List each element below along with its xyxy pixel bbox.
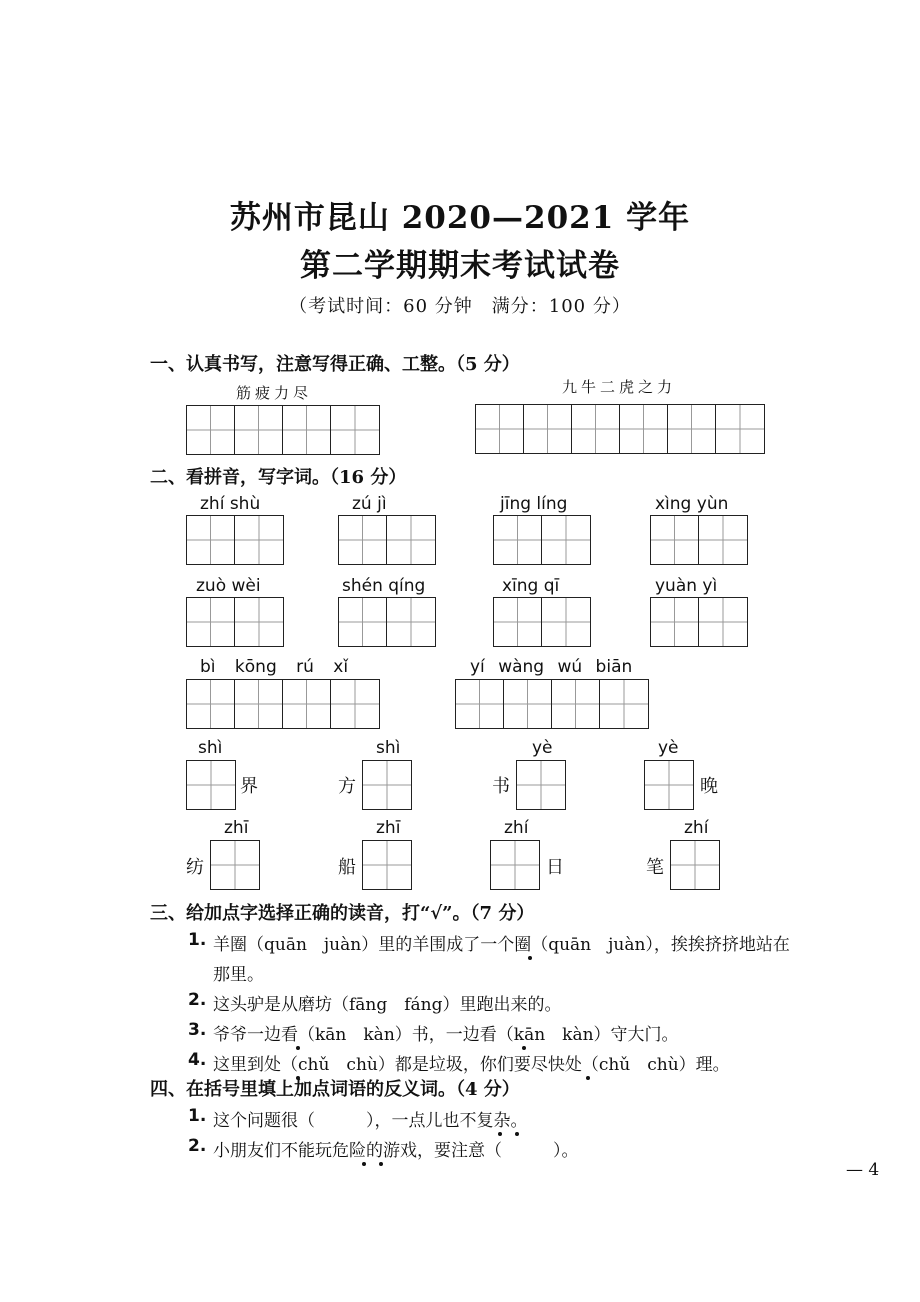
- given-char: 方: [338, 776, 356, 797]
- question-number: [188, 990, 206, 1010]
- question-number: [188, 1136, 206, 1156]
- exam-subtitle: （考试时间：60 分钟 满分：100 分）: [289, 296, 631, 317]
- answer-grid[interactable]: [362, 840, 412, 890]
- given-char: 书: [492, 776, 510, 797]
- given-char: 船: [338, 857, 356, 878]
- pinyin-label: zhī: [224, 818, 249, 838]
- emphasis-dot: [528, 956, 532, 960]
- question-number: [188, 1020, 206, 1040]
- pinyin-label: jīng líng: [500, 494, 568, 514]
- answer-grid[interactable]: [186, 760, 236, 810]
- given-char: 界: [240, 776, 258, 797]
- pinyin-label: zhí: [504, 818, 529, 838]
- pinyin-label: zhí shù: [200, 494, 261, 514]
- answer-grid[interactable]: [186, 597, 284, 647]
- question-text: 这头驴是从磨坊（fāng fáng）里跑出来的。: [213, 995, 562, 1015]
- answer-grid[interactable]: [493, 597, 591, 647]
- section1-heading: 一、认真书写，注意写得正确、工整。（5 分）: [150, 354, 520, 375]
- pinyin-label: yè: [532, 738, 553, 758]
- question-text: 爷爷一边看（kān kàn）书，一边看（kān kàn）守大门。: [213, 1025, 679, 1045]
- answer-grid[interactable]: [650, 515, 748, 565]
- emphasis-dot: [498, 1132, 502, 1136]
- pinyin-label: xìng yùn: [655, 494, 729, 514]
- given-char: 晚: [700, 776, 718, 797]
- q-num: 3.: [188, 1020, 207, 1040]
- answer-grid[interactable]: [186, 679, 380, 729]
- emphasis-dot: [379, 1162, 383, 1166]
- emphasis-dot: [586, 1076, 590, 1080]
- q-num: 1.: [188, 930, 207, 950]
- question-text: 那里。: [213, 965, 264, 985]
- answer-grid[interactable]: [186, 515, 284, 565]
- question-number: [188, 1106, 206, 1126]
- question-text: 这里到处（chǔ chù）都是垃圾，你们要尽快处（chǔ chù）理。: [213, 1055, 730, 1075]
- answer-grid[interactable]: [650, 597, 748, 647]
- pinyin-label: xīng qī: [502, 576, 560, 596]
- answer-grid[interactable]: [362, 760, 412, 810]
- pinyin-label: shì: [198, 738, 223, 758]
- q-num: 2.: [188, 1136, 207, 1156]
- emphasis-dot: [515, 1132, 519, 1136]
- pinyin-label: yuàn yì: [655, 576, 718, 596]
- pinyin-label: zú jì: [352, 494, 387, 514]
- section4-heading: 四、在括号里填上加点词语的反义词。（4 分）: [150, 1079, 520, 1100]
- given-char: 笔: [646, 857, 664, 878]
- answer-grid[interactable]: [455, 679, 649, 729]
- given-char: 纺: [186, 857, 204, 878]
- copy-grid-2[interactable]: [475, 404, 765, 454]
- page-number: — 4: [846, 1160, 880, 1180]
- given-char: 日: [546, 857, 564, 878]
- phrase-label-2: 九牛二虎之力: [562, 378, 677, 396]
- emphasis-dot: [296, 1046, 300, 1050]
- question-number: [188, 1050, 206, 1070]
- exam-title-line1: 苏州市昆山 2020—2021 学年: [229, 200, 691, 236]
- q-num: 2.: [188, 990, 207, 1010]
- question-text: 小朋友们不能玩危险的游戏，要注意（ ）。: [213, 1141, 579, 1161]
- exam-title-line2: 第二学期期末考试试卷: [300, 248, 620, 284]
- question-text: 这个问题很（ ），一点儿也不复杂。: [213, 1111, 528, 1131]
- answer-grid[interactable]: [490, 840, 540, 890]
- pinyin-label: yí wàng wú biān: [470, 657, 633, 677]
- q-num: 4.: [188, 1050, 207, 1070]
- pinyin-label: zhī: [376, 818, 401, 838]
- emphasis-dot: [362, 1162, 366, 1166]
- answer-grid[interactable]: [210, 840, 260, 890]
- emphasis-dot: [522, 1046, 526, 1050]
- pinyin-label: shén qíng: [342, 576, 426, 596]
- pinyin-label: zuò wèi: [196, 576, 261, 596]
- answer-grid[interactable]: [516, 760, 566, 810]
- pinyin-label: bì kōng rú xǐ: [200, 657, 349, 677]
- pinyin-label: zhí: [684, 818, 709, 838]
- q-num: 1.: [188, 1106, 207, 1126]
- answer-grid[interactable]: [338, 597, 436, 647]
- question-text: 羊圈（quān juàn）里的羊围成了一个圈（quān juàn），挨挨挤挤地站在: [213, 935, 790, 955]
- phrase-label-1: 筋疲力尽: [236, 384, 313, 402]
- answer-grid[interactable]: [493, 515, 591, 565]
- section3-heading: 三、给加点字选择正确的读音，打“√”。（7 分）: [150, 903, 535, 924]
- section2-heading: 二、看拼音，写字词。（16 分）: [150, 467, 407, 488]
- answer-grid[interactable]: [644, 760, 694, 810]
- pinyin-label: yè: [658, 738, 679, 758]
- answer-grid[interactable]: [338, 515, 436, 565]
- question-number: [188, 930, 206, 950]
- copy-grid-1[interactable]: [186, 405, 380, 455]
- answer-grid[interactable]: [670, 840, 720, 890]
- pinyin-label: shì: [376, 738, 401, 758]
